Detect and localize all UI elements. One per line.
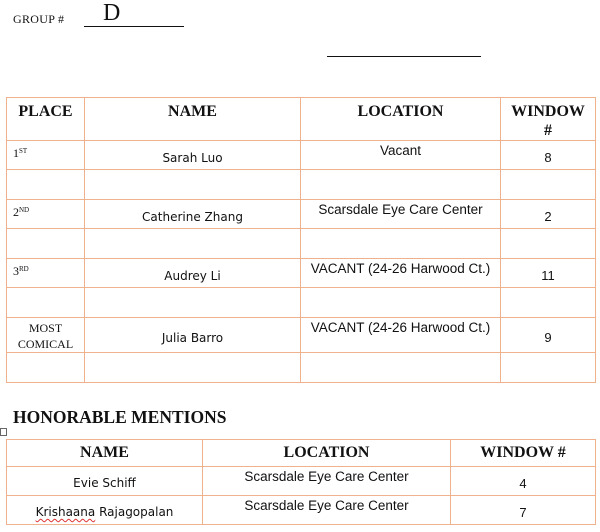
table-row	[7, 200, 596, 229]
empty-row	[7, 288, 596, 318]
place-cell	[7, 200, 85, 229]
window-cell: 11	[501, 259, 596, 288]
column-header-name: NAME	[7, 440, 203, 467]
column-header-name: NAME	[85, 98, 301, 141]
window-cell: 8	[501, 141, 596, 170]
place-suffix: ST	[19, 147, 28, 155]
place-suffix: ND	[19, 206, 30, 214]
table-move-handle-icon[interactable]	[0, 428, 7, 436]
column-header-window-hash: #	[544, 122, 552, 139]
place-cell	[7, 141, 85, 170]
column-header-location: LOCATION	[203, 440, 451, 467]
honorable-mentions-heading: HONORABLE MENTIONS	[13, 407, 227, 427]
empty-row	[7, 229, 596, 259]
name-cell: Audrey Li	[85, 259, 301, 288]
blank-signature-line	[327, 56, 481, 57]
place-number: 1	[13, 146, 19, 160]
name-cell	[7, 496, 203, 525]
column-header-window: WINDOW #	[451, 440, 596, 467]
winners-table	[6, 97, 596, 383]
honorable-mentions-table	[6, 439, 596, 525]
place-number: 2	[13, 205, 19, 219]
group-value-underline	[84, 0, 184, 27]
mentions-header-row	[7, 440, 596, 467]
table-row	[7, 496, 596, 525]
location-cell: Vacant	[301, 141, 501, 170]
window-cell: 7	[451, 496, 596, 525]
table-row	[7, 259, 596, 288]
column-header-window: WINDOW #	[501, 98, 596, 141]
name-cell: Sarah Luo	[85, 141, 301, 170]
group-label: GROUP #	[13, 12, 65, 26]
column-header-location: LOCATION	[301, 98, 501, 141]
location-cell: Scarsdale Eye Care Center	[203, 467, 451, 496]
location-cell: Scarsdale Eye Care Center	[301, 200, 501, 229]
empty-row	[7, 353, 596, 383]
name-cell: Evie Schiff	[7, 467, 203, 496]
winners-header-row	[7, 98, 596, 141]
name-cell: Julia Barro	[85, 318, 301, 353]
table-row	[7, 467, 596, 496]
name-cell: Catherine Zhang	[85, 200, 301, 229]
location-cell: Scarsdale Eye Care Center	[203, 496, 451, 525]
window-cell: 4	[451, 467, 596, 496]
empty-row	[7, 170, 596, 200]
location-cell: VACANT (24-26 Harwood Ct.)	[301, 259, 501, 288]
name-first-spellcheck: Krishaana	[35, 505, 96, 519]
place-number: 3	[13, 264, 19, 278]
group-value: D	[103, 0, 121, 26]
place-cell: MOST COMICAL	[7, 318, 85, 353]
table-row	[7, 318, 596, 353]
table-row	[7, 141, 596, 170]
name-last: Rajagopalan	[99, 505, 174, 519]
place-suffix: RD	[19, 265, 29, 273]
window-cell: 2	[501, 200, 596, 229]
window-cell: 9	[501, 318, 596, 353]
location-cell: VACANT (24-26 Harwood Ct.)	[301, 318, 501, 353]
column-header-place: PLACE	[7, 98, 85, 141]
place-cell	[7, 259, 85, 288]
